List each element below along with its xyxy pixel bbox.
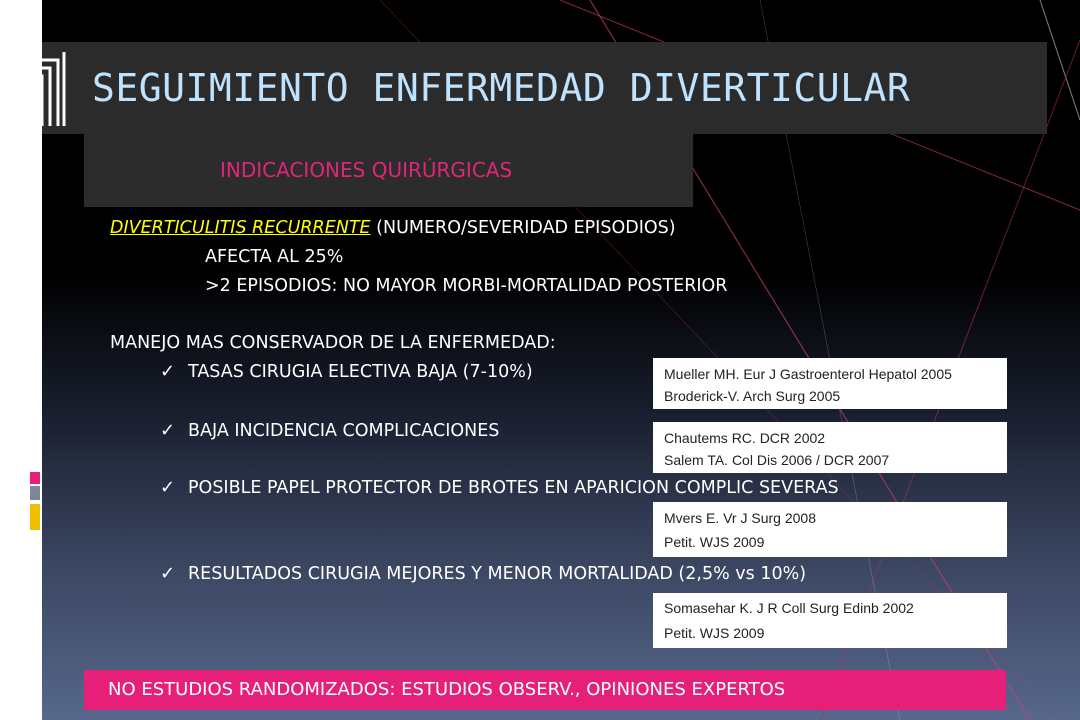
check-icon: ✓	[160, 361, 176, 382]
bullet-item: RESULTADOS CIRUGIA MEJORES Y MENOR MORTALIDAD (2,5% vs 10%)	[188, 564, 807, 584]
recurrent-highlight: DIVERTICULITIS RECURRENTE	[110, 218, 371, 238]
decor-square-pink	[30, 472, 40, 484]
episodes-line: >2 EPISODIOS: NO MAYOR MORBI-MORTALIDAD POSTERIOR	[205, 276, 728, 296]
decor-square-gray	[30, 486, 40, 500]
management-line: MANEJO MAS CONSERVADOR DE LA ENFERMEDAD:	[110, 333, 556, 353]
check-icon: ✓	[160, 477, 176, 498]
reference-box	[653, 422, 1007, 473]
reference-box	[653, 358, 1007, 409]
check-icon: ✓	[160, 420, 176, 441]
reference-box	[653, 593, 1007, 648]
reference-line: Somasehar K. J R Coll Surg Edinb 2002	[664, 600, 914, 616]
check-icon: ✓	[160, 563, 176, 584]
recurrent-detail: (NUMERO/SEVERIDAD EPISODIOS)	[370, 218, 676, 238]
bullet-item: BAJA INCIDENCIA COMPLICACIONES	[188, 421, 500, 441]
slide-title: SEGUIMIENTO ENFERMEDAD DIVERTICULAR	[92, 66, 911, 110]
reference-box	[653, 502, 1007, 557]
bullet-item: TASAS CIRUGIA ELECTIVA BAJA (7-10%)	[188, 362, 533, 382]
bullet-item: POSIBLE PAPEL PROTECTOR DE BROTES EN APARICION COMPLIC SEVERAS	[188, 478, 839, 498]
reference-line: Mueller MH. Eur J Gastroenterol Hepatol 2005	[664, 366, 952, 382]
decor-square-yellow	[30, 504, 40, 530]
slide-subtitle: INDICACIONES QUIRÚRGICAS	[220, 158, 513, 182]
reference-line: Mvers E. Vr J Surg 2008	[664, 510, 816, 526]
reference-line: Chautems RC. DCR 2002	[664, 430, 826, 446]
striped-corner-icon	[18, 50, 66, 128]
reference-line: Petit. WJS 2009	[664, 625, 765, 641]
conclusion-text: NO ESTUDIOS RANDOMIZADOS: ESTUDIOS OBSERV., OPINIONES EXPERTOS	[108, 679, 786, 700]
reference-line: Salem TA. Col Dis 2006 / DCR 2007	[664, 452, 890, 468]
affects-line: AFECTA AL 25%	[205, 247, 344, 267]
reference-line: Petit. WJS 2009	[664, 534, 765, 550]
recurrent-line	[110, 218, 676, 238]
reference-line: Broderick-V. Arch Surg 2005	[664, 388, 841, 404]
